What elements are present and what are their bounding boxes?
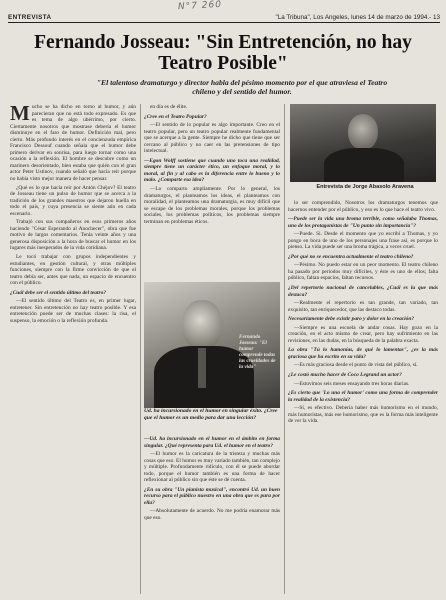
paragraph: —El sentido de lo popular es algo importante. Creo en el teatro popular, pero un teatro popular realmente fundamental que se acerque a la gente. Siempre he dicho que tiene que ser cercano al público y no caer en las pretensiones de tipo intelectual.	[144, 122, 280, 155]
interview-question: ¿Le costó mucho hacer de Coco Legrand un actor?	[288, 372, 402, 379]
paragraph: Le tocó trabajar con grupos independientes y estudiantes, en gestión cultural, y otras múltiples funciones, siempre con la firme convicción de que el teatro debía ser, antes que nada, un espacio de encuentro con el público.	[10, 254, 136, 287]
interview-answer: —Estuvimos seis meses ensayando tres horas diarias.	[294, 380, 410, 387]
interview-question: —Puede ser la vida una broma terrible, como señalaba Thomas, uno de los protagonistas de "Un punto sin importancia"?	[288, 216, 438, 229]
interview-question: —Egon Wolff sostiene que cuando uno toca una realidad, siempre tiene un carácter ético, un enfoque moral, y lo moral, al fin y al cabo es la diferencia entre lo bueno y lo malo. ¿Comparte esa idea?	[144, 157, 280, 184]
column-separator	[284, 104, 285, 594]
interview-question: Necesariamente debe existir paro y dolor en la creación?	[288, 316, 415, 323]
interview-answer: —Realmente el repertorio es tan grande, tan variado, tan exquisito, tan enriquecedor, que las destaco todas.	[288, 300, 438, 313]
interview-question: ¿Por qué no se encuentra actualmente el teatro chileno?	[288, 253, 414, 260]
photo-caption-big: Ud. ha incursionado en el humor en singular éxito. ¿Cree que el humor es un medio para dar una lección?	[144, 408, 278, 421]
interview-question: ¿Es cierto que 'Lo una el humor' como una forma de comprender la realidad de la existencia?	[288, 390, 438, 403]
photo-caption-small: Entrevista de Jorge Abasolo Aravena	[316, 184, 414, 190]
photo-pull-quote: Fernando Josseau: "El humor comprende todas las crueldades de la vida"	[239, 334, 276, 370]
handwritten-note: N°7 260	[177, 0, 223, 13]
interview-answer: —Absolutamente de acuerdo. No me podría enamorar más que eso.	[144, 508, 280, 522]
interview-answer: —Sí, es efectivo. Debería haber más humorismo en el mundo, más humoristas, más ese humorismo, que es la forma más inteligente de ver la vida.	[288, 405, 438, 425]
article-column-3	[288, 200, 438, 594]
interview-answer: —Es más graciosa desde el punto de vista del público, sí.	[294, 362, 418, 369]
interview-question: La obra "Tú lo hamonías, de qué lo lamentas", ¿es la más graciosa que ha escrito en su vida?	[288, 347, 438, 360]
paragraph: lo ser comprendido, Nosotros los dramaturgos tenemos que hacernos entender por el público, y eso es lo que hace el teatro vivo.	[288, 200, 438, 213]
article-column-2	[144, 104, 280, 276]
paragraph: Trabajó con sus compañeros en esos primeros años haciendo "César Esperando al Anochecer", obra que fue motivo de largos comentarios. Tenía veinte años y una generosa disposición a la hora de buscar el humor en los lugares más inesperados de la vida cotidiana.	[10, 219, 136, 252]
article-subtitle: "El talentoso dramaturgo y director habla del pésimo momento por el que atraviesa el Teatro chileno y del sentido del humor.	[96, 78, 388, 97]
photo-figure-head	[348, 114, 378, 150]
masthead	[8, 14, 440, 23]
article-column-2-bottom	[144, 420, 280, 594]
article-title: Fernando Josseau: "Sin Entretención, no hay Teatro Posible"	[34, 32, 412, 74]
section-label: ENTREVISTA	[8, 14, 52, 21]
masthead-info: "La Tribuna", Los Angeles, lunes 14 de marzo de 1994.- 13	[275, 14, 440, 21]
paragraph: ucho se ha dicho en torno al humor, y aún parecieran que no está todo expresado. Es que es tema de algo ubérrimo, por cierto. Ciertamente nosotros que mostrase debería el humor disminuye en el faro de humor. Definición mal, pero cierto. Más profundo interés en el concienzuda empírica Francisco Dessouf cuando señala que el humor debe primero derivar en sonrisa, para luego tornar como una ocasión a la reflexión. El hombre se descubre como un marinero desorientado, bien estaba que quién con el gran actor Peter Ustinov, cuando señaló que hacía reír porque no había visto mejor manera de hacer pensar.	[10, 104, 136, 183]
interview-answer: —Pésimo. No puedo estar en un peor momento. El teatro chileno ha pasado por periodos muy difíciles, y éste es uno de ellos; falta público, faltan espacios, faltan recursos.	[288, 262, 438, 282]
interview-question: ¿En su obra "Un pianista musical", encontró Ud. un buen recurso para el público nuestro en una obra que es pura por ella?	[144, 486, 280, 506]
interview-question: ¿Cuál debe ser el sentido último del teatro?	[10, 289, 106, 296]
interview-question: —Ud. ha incursionado en el humor en el ámbito en forma singular. ¿Qué representa para Ud. el humor en el teatro?	[144, 436, 280, 449]
interview-question: ¿Cree en el Teatro Popular?	[144, 113, 207, 120]
interview-answer: —El sentido último del Teatro es, en primer lugar, entretener. Sin entretención no hay teatro posible. Y esa entretención puede ser de muchas clases: la risa, el suspenso, la emoción o la reflexión profunda.	[10, 298, 136, 324]
interview-answer: —Lo comparto ampliamente. Por lo general, los dramaturgos, el planteamos los ideas, el planteamos con moralidad, el planteamos una dramaturgia, es muy difícil que se escape de los problemas morales, porque los problemas sociales, los problemas políticos, los problemas siempre terminan en problemas éticos.	[144, 186, 280, 225]
drop-cap: M	[10, 104, 30, 125]
interviewee-photo	[144, 282, 280, 408]
photo-figure-body	[324, 148, 404, 182]
photo-figure-head	[182, 300, 222, 350]
interview-answer: —Siempre es una escuela de andar cosas. Hay gozo en la creación, en el acto mismo de crear, pero hay sufrimiento en las revisiones, en las dudas, en la búsqueda de la palabra exacta.	[288, 324, 438, 344]
photo-figure-tie	[198, 348, 206, 388]
interview-answer: —Puede. Si. Desde el momento que yo escribí a Thomas, y yo pongo en boca de uno de los personajes una frase así, es porque lo pienso. La vida puede ser una broma trágica, a veces cruel.	[288, 231, 438, 251]
interview-answer: —El humor es la caricatura de la tristeza y muchas más cosas que eso. El humor es muy variado también, tan complejo y múltiple. Profundamente ridículo, con él se puede abordar todo, porque el humor también es una forma de hacer reflexionar al público sin que éste se dé cuenta.	[144, 451, 280, 484]
paragraph: ¿Qué es lo que hacía reír por Antón Chéjov? El teatro de Josseau tiene un pulso de humor que se acerca a la tradición de los grandes maestros que dejaron huella en todo el país, y cuya presencia se siente aún en cada escenario.	[10, 184, 136, 217]
interviewer-photo	[290, 104, 436, 182]
paragraph: en día es de élite.	[150, 104, 188, 110]
article-column-1	[10, 104, 136, 594]
interview-question: ¿Del repertorio nacional de cancelables, ¿Cuál es la que más destaca?	[288, 285, 438, 298]
column-separator	[140, 104, 141, 594]
